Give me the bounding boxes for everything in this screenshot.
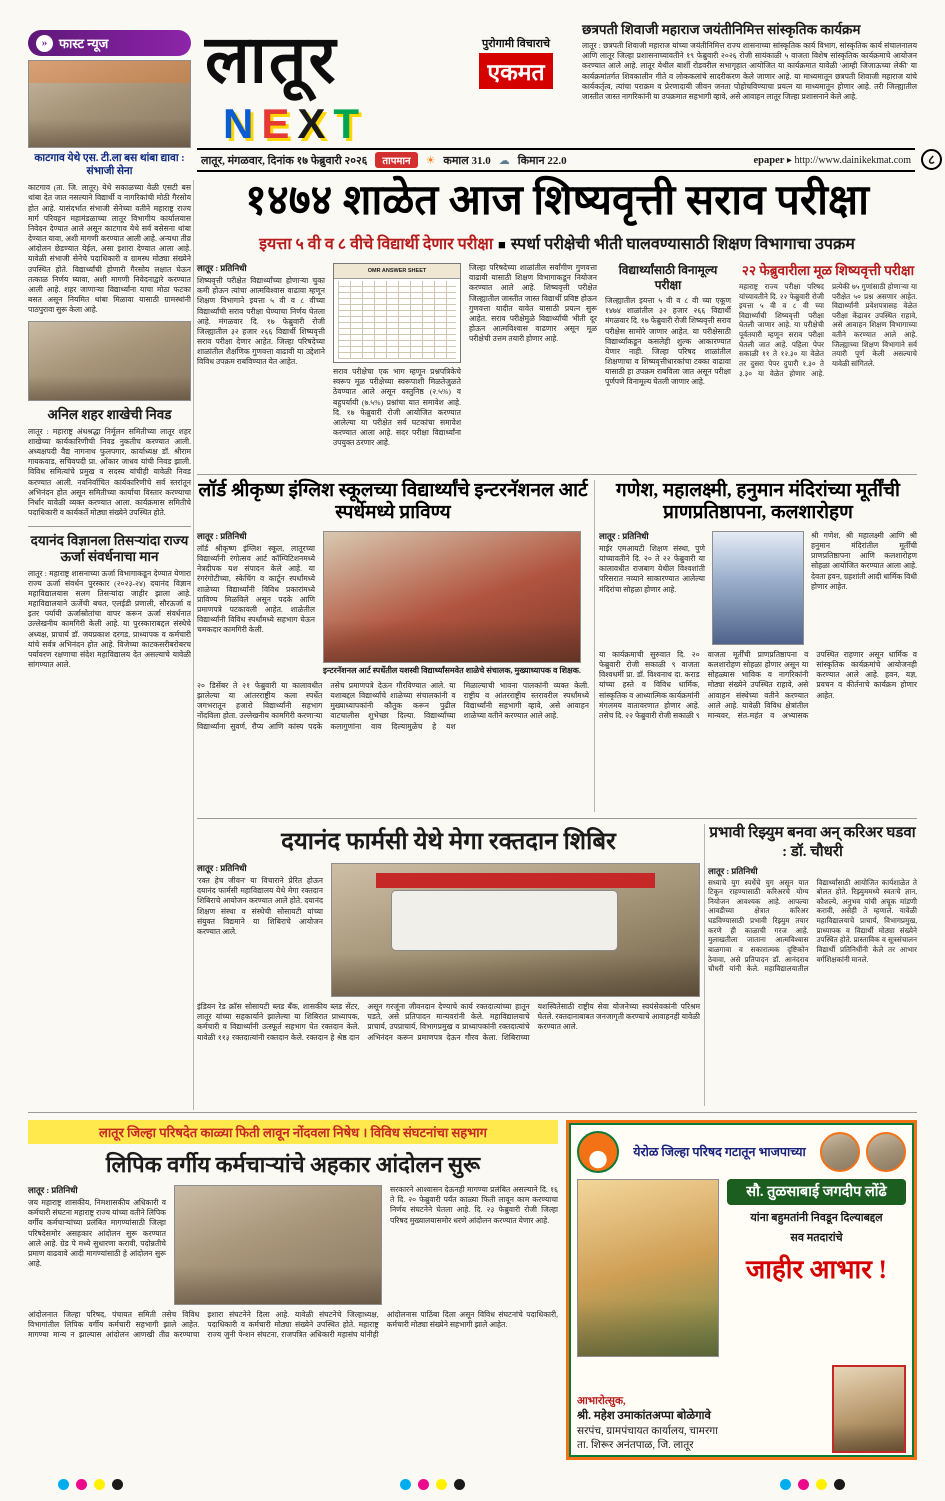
lead-headline: १४७४ शाळेत आज शिष्यवृत्ती सराव परीक्षा xyxy=(245,178,869,224)
art-photo xyxy=(323,531,581,663)
ganesh-body-2: श्री गणेश, श्री महालक्ष्मी आणि श्री हनुमान मंदिरांतील मूर्तींची प्राणप्रतिष्ठापना आणि कलशारोहण सोहळा आयोजित करण्यात आला आहे. देवता हवन, ग्रहशांती आदी धार्मिक विधी होणार आहेत. xyxy=(811,530,917,591)
chevron-down-icon: » xyxy=(36,35,53,52)
page-number-badge: ८ xyxy=(921,149,942,170)
ad-topline: येरोळ जिल्हा परिषद गटातून भाजपाच्या xyxy=(633,1144,806,1159)
temperature-label: तापमान xyxy=(375,152,417,168)
omr-sheet-image xyxy=(333,263,461,363)
clerk-body-1: जय महाराष्ट्र शासकीय, निमशासकीय अधिकारी व कर्मचारी संघटना महाराष्ट्र राज्य यांच्या वतीने लिपिक वर्गीय कर्मचाऱ्यांच्या प्रलंबित मागण्यांसाठी जिल्हा परिषदेसमोर असहकार आंदोलन सुरू करण्यात आले आहे. ग्रेड पे मध्ये सुधारणा करावी, पदोन्नतीचे प्रमाण वाढवावे आदी मागण्यांसाठी हे आंदोलन सुरू आहे. xyxy=(28,1198,166,1269)
from-name: श्री. महेश उमाकांतअप्पा बोळेगावे xyxy=(577,1410,711,1423)
byline: लातूर : प्रतिनिधी xyxy=(28,1185,78,1195)
registration-marks-right xyxy=(780,1479,845,1490)
fast-news-header xyxy=(28,30,191,56)
art-headline: लॉर्ड श्रीकृष्ण इंग्लिश स्कूलच्या विद्यार्थ्यांचे इन्टरनॅशनल आर्ट स्पर्धेमध्ये प्राविण्य xyxy=(198,480,588,524)
ganesh-row xyxy=(599,531,917,645)
next-letter-x: X xyxy=(297,100,334,147)
bjp-thanks-advertisement xyxy=(566,1120,917,1460)
anil-headline: अनिल शहर शाखेची निवड xyxy=(47,407,172,423)
fast-news-sidebar xyxy=(28,30,191,670)
ganesh-left-column xyxy=(599,531,705,645)
dayanand-headline: दयानंद विज्ञानला तिसऱ्यांदा राज्य ऊर्जा संवर्धनाचा मान xyxy=(28,526,191,565)
lead-col-3 xyxy=(469,263,597,448)
masthead-next-logo xyxy=(223,100,367,148)
byline: लातूर : प्रतिनिधी xyxy=(197,530,247,541)
clerk-left-column xyxy=(28,1185,166,1305)
free-exam-body: जिल्ह्यातील इयत्ता ५ वी व ८ वी च्या एकूण १४७४ शाळांतील ३२ हजार २६६ विद्यार्थी मंगळवार दि. १७ फेब्रुवारी रोजी शिष्यवृत्ती सराव परीक्षेस सामोरे जाणार आहेत. या परीक्षेसाठी विद्यार्थ्यांकडून कसलेही शुल्क आकारण्यात येणार नाही. जिल्हा परिषद शाळांतील शिक्षणाचा व शिष्यवृत्तीधारकांचा टक्का वाढावा यासाठी हा उपक्रम राबविला जात असून परीक्षा पूर्णपणे विनामूल्य घेतली जाणार आहे. xyxy=(605,296,731,387)
cyan-dot xyxy=(400,1479,411,1490)
blood-body-1: 'रक्त हेच जीवन' या विचाराने प्रेरित होऊन दयानंद फार्मसी महाविद्यालय येथे मेगा रक्तदान शिबिराचे आयोजन करण्यात आले होते. दयानंद शिक्षण संस्था व संस्थेची सोसायटी यांच्या संयुक्त विद्यमाने या शिबिराचे आयोजन करण्यात आले. xyxy=(197,876,323,936)
resume-headline: प्रभावी रिझ्युम बनवा अन् करिअर घडवा : डॉ. चौधरी xyxy=(709,825,916,860)
next-letter-t: T xyxy=(333,100,368,147)
cloud-icon: ☁ xyxy=(498,154,510,167)
fast-news-label: फास्ट न्यूज xyxy=(59,36,109,51)
ganesh-body-1: माईर एमआयटी शिक्षण संस्था, पुणे यांच्यावतीने दि. २० ते २२ फेब्रुवारी या कालावधीत राजबाग येथील विश्वशांती परिसरात नव्याने साकारण्यात आलेल्या मंदिरांचा सोहळा होणार आहे. xyxy=(599,543,705,594)
clerk-protest-photo xyxy=(174,1185,382,1305)
byline: लातूर : प्रतिनिधी xyxy=(708,865,758,876)
ganesh-right-column xyxy=(811,531,917,645)
blood-row xyxy=(197,863,700,997)
blood-donation-article xyxy=(197,824,700,1043)
resume-body: सध्याचे युग स्पर्धेचे युग असून यात टिकून राहण्यासाठी करिअरचे योग्य नियोजन आवश्यक आहे. आपल्या आवडीच्या क्षेत्रात करिअर घडविण्यासाठी प्रभावी रिझ्युम तयार करणे ही काळाची गरज आहे. मुलाखतीला जाताना आत्मविश्वास बाळगावा व सकारात्मक दृष्टिकोन ठेवावा, असे प्रतिपादन डॉ. आनंदराव चौधरी यांनी केले. महाविद्यालयातील विद्यार्थ्यांसाठी आयोजित कार्यशाळेत ते बोलत होते. रिझ्युममध्ये स्वतःचे ज्ञान, कौशल्ये, अनुभव यांची अचूक मांडणी करावी, असेही ते म्हणाले. यावेळी महाविद्यालयाचे प्राचार्य, विभागप्रमुख, प्राध्यापक व विद्यार्थी मोठ्या संख्येने उपस्थित होते. प्रास्ताविक व सूत्रसंचालन विद्यार्थी प्रतिनिधींनी केले तर आभार वर्गशिक्षकांनी मानले. xyxy=(708,878,917,974)
tagline-line1: पुरोगामी विचाराचे xyxy=(482,38,550,50)
divider-blood-resume xyxy=(704,824,705,1106)
epaper-label: epaper xyxy=(753,154,785,166)
camp-banner xyxy=(376,873,655,888)
sun-icon: ☀ xyxy=(425,154,436,167)
clerk-right-column xyxy=(390,1185,558,1305)
leader-photo-1 xyxy=(820,1132,860,1172)
brand-ekmat: एकमत xyxy=(479,53,552,89)
candidate-name: सौ. तुळसाबाई जगदीप लोंढे xyxy=(727,1179,906,1205)
free-exam-column xyxy=(605,263,731,448)
bjp-lotus-icon xyxy=(577,1131,619,1173)
from-title-1: सरपंच, ग्रामपंचायत कार्यालय, चामरगा xyxy=(577,1425,718,1437)
registration-marks-left xyxy=(58,1479,123,1490)
main-exam-column xyxy=(739,263,917,448)
divider-2 xyxy=(197,818,917,819)
ad-top-row xyxy=(577,1131,906,1173)
masthead-city-title: लातूर xyxy=(205,24,338,97)
lead-columns xyxy=(197,263,917,448)
shivaji-jayanti-article xyxy=(582,20,917,102)
sidebar-photo xyxy=(28,321,191,401)
candidate-photo xyxy=(577,1179,719,1357)
dayanand-body: लातूर : महाराष्ट्र शासनाच्या ऊर्जा विभागाकडून देण्यात येणारा राज्य ऊर्जा संवर्धन पुरस्कार (२०२३-२४) दयानंद विज्ञान महाविद्यालयास सलग तिसऱ्यांदा जाहीर झाला आहे. महाविद्यालयाने ऊर्जेची बचत, एलईडी प्रणाली, सौरऊर्जा व इतर पर्यायी ऊर्जास्रोतांचा वापर करून ऊर्जा संवर्धनात उल्लेखनीय कामगिरी केली आहे. या पुरस्काराबद्दल संस्थेचे अध्यक्ष, प्राचार्य डॉ. जयप्रकाश दरगड, प्राध्यापक व कर्मचारी यांचे सर्वत्र अभिनंदन होत आहे. विजेच्या काटकसरीबरोबरच पर्यावरण रक्षणाचा संदेश महाविद्यालय देत असल्याचे यावेळी सांगण्यात आले. xyxy=(28,568,191,670)
square-bullet-icon: ■ xyxy=(498,237,506,253)
ganesh-headline: गणेश, महालक्ष्मी, हनुमान मंदिरांच्या मूर्तींची प्राणप्रतिष्ठापना, कलशारोहण xyxy=(616,480,900,524)
lead-col-1 xyxy=(197,263,325,448)
byline: लातूर : प्रतिनिधी xyxy=(599,530,649,541)
byline: लातूर : प्रतिनिधी xyxy=(197,863,247,873)
divider-1 xyxy=(197,474,917,475)
magenta-dot xyxy=(798,1479,809,1490)
ad-line-2: सव मतदारांचे xyxy=(790,1232,843,1245)
art-photo-caption: इन्टरनॅशनल आर्ट स्पर्धेतील यशस्वी विद्यार्थ्यांसमवेत शाळेचे संचालक, मुख्याध्यापक व शिक्षक. xyxy=(323,665,581,675)
lead-body-2: सराव परीक्षेचा एक भाग म्हणून प्रश्नपत्रिकेचे स्वरूप मूळ परीक्षेच्या स्वरूपाशी मिळतेजुळते ठेवण्यात आले असून वस्तुनिष्ठ (२.५%) व बहुपर्यायी (७.५%) प्रश्नांचा यात समावेश आहे. दि. १७ फेब्रुवारी रोजी आयोजित करण्यात आलेल्या या परीक्षेत सर्व घटकांचा समावेश करण्यात आला आहे. सदर परीक्षा विद्यार्थ्यांना उपयुक्त ठरणार आहे. xyxy=(333,367,461,448)
lead-subhead xyxy=(197,232,917,254)
ad-from-block xyxy=(577,1395,824,1453)
dateline: लातूर, मंगळवार, दिनांक १७ फेब्रुवारी २०२६ xyxy=(201,154,368,167)
sidebar-divider xyxy=(193,180,194,1110)
blood-bus xyxy=(391,890,619,951)
main-exam-body: महाराष्ट्र राज्य परीक्षा परिषद यांच्यावतीने दि. २२ फेब्रुवारी रोजी इयत्ता ५ वी व ८ वी च्या विद्यार्थ्यांची शिष्यवृत्ती परीक्षा घेतली जाणार आहे. या परीक्षेची पूर्वतयारी म्हणून सराव परीक्षा घेतली जात आहे. पहिला पेपर सकाळी ११ ते १२.३० या वेळेत तर दुसरा पेपर दुपारी १.३० ते ३.३० या वेळेत होणार आहे. प्रत्येकी ७५ गुणांसाठी होणाऱ्या या परीक्षेत ५० प्रश्न असणार आहेत. विद्यार्थ्यांनी प्रवेशपत्रासह वेळेत परीक्षा केंद्रावर उपस्थित राहावे, असे आवाहन शिक्षण विभागाच्या वतीने करण्यात आले आहे. जिल्ह्याच्या शिक्षण विभागाने सर्व तयारी पूर्ण केली असल्याचे यावेळी सांगितले. xyxy=(739,282,917,378)
blood-body-2: इंडियन रेड क्रॉस सोसायटी ब्लड बँक, शासकीय ब्लड सेंटर, लातूर यांच्या सहकार्याने झालेल्या या शिबिरात प्राध्यापक, कर्मचारी व विद्यार्थ्यांनी उत्स्फूर्त सहभाग घेत रक्तदान केले. यावेळी ११३ रक्तदात्यांनी रक्तदान केले. रक्तदान हे श्रेष्ठ दान असून गरजूंना जीवनदान देण्याचे कार्य रक्तदात्यांच्या हातून घडते, असे प्रतिपादन मान्यवरांनी केले. महाविद्यालयाचे प्राचार्य, उपप्राचार्य, विभागप्रमुख व प्राध्यापकांनी रक्तदात्यांचे अभिनंदन करून प्रमाणपत्र देऊन गौरव केला. शिबिराच्या यशस्वितेसाठी राष्ट्रीय सेवा योजनेच्या स्वयंसेवकांनी परिश्रम घेतले. रक्तदानाबाबत जनजागृती करण्याचे आवाहनही यावेळी करण्यात आले. xyxy=(197,1002,700,1042)
lead-story xyxy=(197,178,917,448)
blood-camp-photo xyxy=(331,863,700,997)
lead-body-1: शिष्यवृत्ती परीक्षेत विद्यार्थ्यांच्या होणाऱ्या चुका कमी होऊन त्यांचा आत्मविश्वास वाढावा म्हणून शिक्षण विभागाने इयत्ता ५ वी व ८ वीच्या विद्यार्थ्यांची सराव परीक्षा घेण्याचा निर्णय घेतला आहे. मंगळवार दि. १७ फेब्रुवारी रोजी जिल्ह्यातील ३२ हजार २६६ विद्यार्थी शिष्यवृत्ती सराव परीक्षा देणार आहेत. जिल्हा परिषदेच्या शाळांतील शैक्षणिक गुणवत्ता वाढावी या उद्देशाने विविध उपक्रम राबविण्यात येत आहेत. xyxy=(197,276,325,367)
blood-left-column xyxy=(197,863,323,997)
yellow-dot xyxy=(94,1479,105,1490)
lead-subhead-left: इयत्ता ५ वी व ८ वीचे विद्यार्थी देणार परीक्षा xyxy=(259,236,494,254)
ganesh-body-3: या कार्यक्रमाची सुरुवात दि. २० फेब्रुवारी रोजी सकाळी ९ वाजता विश्वधर्मी प्रा. डॉ. विश्वनाथ दा. कराड यांच्या हस्ते व विविध धार्मिक, सांस्कृतिक व आध्यात्मिक कार्यक्रमांनी मंगलमय वातावरणात होणार आहे. तसेच दि. २२ फेब्रुवारी रोजी सकाळी ९ वाजता मूर्तींची प्राणप्रतिष्ठापना व कलशारोहण सोहळा होणार असून या सोहळ्यास भाविक व नागरिकांनी मोठ्या संख्येने उपस्थित राहावे, असे आवाहन संस्थेच्या वतीने करण्यात आले आहे. यावेळी विविध क्षेत्रांतील मान्यवर, संत-महंत व अभ्यासक उपस्थित राहणार असून धार्मिक व सांस्कृतिक कार्यक्रमांचे आयोजनही करण्यात आले आहे. हवन, यज्ञ, प्रवचन व कीर्तनाचे कार्यक्रम होणार आहेत. xyxy=(599,649,917,720)
art-body-1: लॉर्ड श्रीकृष्ण इंग्लिश स्कूल, लातूरच्या विद्यार्थ्यांनी रंगोत्सव आर्ट कॉम्पिटिशनमध्ये नेत्रदीपक यश संपादन केले आहे. या रंगरंगोटीच्या, स्केचिंग व कार्टून स्पर्धांमध्ये शाळेच्या विद्यार्थ्यांनी विविध प्रकारांमध्ये प्राविण्य मिळविले असून पदके आणि प्रमाणपत्रे पटकावली आहेत. शाळेतील विद्यार्थ्यांनी विविध स्पर्धांमध्ये सहभाग घेऊन चमकदार कामगिरी केली. xyxy=(197,543,315,635)
main-exam-headline: २२ फेब्रुवारीला मूळ शिष्यवृत्ती परीक्षा xyxy=(741,263,915,279)
public-thanks-text: जाहीर आभार ! xyxy=(745,1255,888,1285)
temp-max: कमाल 31.0 xyxy=(443,154,491,167)
omr-sheet-title: OMR ANSWER SHEET xyxy=(334,264,460,279)
epaper-link-text: http://www.dainikekmat.com xyxy=(794,154,911,166)
fast-news-body: काटगाव (ता. जि. लातूर) येथे सकाळच्या वेळी एसटी बस थांबा देत जात नसल्याने विद्यार्थी व नागरिकांची मोठी गैरसोय होत आहे. यासंदर्भात संभाजी सेनेच्या वतीने महाराष्ट्र राज्य मार्ग परिवहन महामंडळाच्या लातूर विभागीय कार्यालयास निवेदन देण्यात आले असून काटगाव येथे सर्व बसेसना थांबा देण्यात यावा, अशी मागणी करण्यात आली आहे. अन्यथा तीव्र आंदोलन छेडण्यात येईल, असा इशारा देण्यात आला आहे. यावेळी संभाजी सेनेचे पदाधिकारी व ग्रामस्थ मोठ्या संख्येने उपस्थित होते. विद्यार्थ्यांची होणारी गैरसोय लक्षात घेऊन तत्काळ निर्णय घ्यावा, अशी मागणी निवेदनाद्वारे करण्यात आली आहे. शहर जाणाऱ्या विद्यार्थ्यांना याचा मोठा फटका बसत असून नियमित थांबा मिळावा यासाठी ग्रामस्थांनी पाठपुरावा सुरू केला आहे. xyxy=(28,183,191,315)
ganesh-temples-article xyxy=(599,480,917,721)
lead-body-3: जिल्हा परिषदेच्या शाळांतील सर्वांगीण गुणवत्ता वाढावी यासाठी शिक्षण विभागाकडून नियोजन करण्यात आले आहे. शिष्यवृत्ती परीक्षेत जिल्ह्यातील जास्तीत जास्त विद्यार्थी प्रविष्ट होऊन गुणवत्ता यादीत यावेत यासाठी प्रयत्न सुरू आहेत. सराव परीक्षेमुळे विद्यार्थ्यांची भीती दूर होऊन आत्मविश्वास वाढणार असून मूळ परीक्षेची उत्तम तयारी होणार आहे. xyxy=(469,263,597,344)
cyan-dot xyxy=(780,1479,791,1490)
byline: लातूर : प्रतिनिधी xyxy=(197,263,247,274)
resume-article xyxy=(708,824,917,975)
fast-news-photo xyxy=(28,60,191,148)
magenta-dot xyxy=(76,1479,87,1490)
black-dot xyxy=(454,1479,465,1490)
ad-line-1: यांना बहुमतांनी निवडून दिल्याबद्दल xyxy=(750,1212,883,1225)
blood-headline: दयानंद फार्मसी येथे मेगा रक्तदान शिबिर xyxy=(281,829,616,855)
clerk-body-2: सरकारने आश्वासन देऊनही मागण्या प्रलंबित असल्याने दि. १६ ते दि. २० फेब्रुवारी पर्यंत काळ्या फिती लावून काम करण्याचा निर्णय संघटनेने घेतला आहे. दि. २३ फेब्रुवारी रोजी जिल्हा परिषद मुख्यालयासमोर धरणे आंदोलन करण्यात येणार आहे. xyxy=(390,1185,558,1225)
lead-subhead-right: स्पर्धा परीक्षेची भीती घालवण्यासाठी शिक्षण विभागाचा उपक्रम xyxy=(510,236,855,254)
supporter-photo xyxy=(832,1365,906,1453)
shivaji-body: लातूर : छत्रपती शिवाजी महाराज यांच्या जयंतीनिमित्त राज्य शासनाच्या सांस्कृतिक कार्य विभाग, सांस्कृतिक कार्य संचालनालय आणि लातूर जिल्हा प्रशासनाच्यावतीने १९ फेब्रुवारी २०२६ रोजी सायंकाळी ५ वाजता विशेष सांस्कृतिक कार्यक्रमाचे आयोजन करण्यात आले आहे. लातूर येथील बार्शी रोडवरील सभागृहात आयोजित या कार्यक्रमात यावेळी 'आम्ही जिजाऊच्या लेकी' या कार्यक्रमांतर्गत शिवकालीन गीते व लोककलांचे सादरीकरण केले जाणार आहे. या माध्यमातून छत्रपती शिवाजी महाराज यांचे कार्यकर्तृत्व, त्यांचा पराक्रम व प्रेरणादायी जीवन जनता पोहोचविण्याचा प्रयत्न या माध्यमातून होणार आहे. तरी जिल्ह्यातील जास्तीत जास्त नागरिकांनी या उपक्रमात सहभागी व्हावे, असे आवाहन लातूर जिल्हा प्रशासनाने केले आहे. xyxy=(582,41,917,101)
anil-body: लातूर : महाराष्ट्र अंधश्रद्धा निर्मूलन समितीच्या लातूर शहर शाखेच्या कार्यकारिणीची निवड नुकतीच करण्यात आली. अध्यक्षपदी वैद्य नागनाथ फुलपगार, कार्याध्यक्ष डॉ. श्रीराम गायकवाड, सचिवपदी प्रा. ओंकार जाधव यांची निवड झाली. विविध समित्यांचे प्रमुख व सदस्य यांचीही यावेळी निवड करण्यात आली. नवनिर्वाचित कार्यकारिणीचे सर्व स्तरांतून अभिनंदन होत असून समितीच्या कार्याचा विस्तार करण्याचा निर्धार यावेळी व्यक्त करण्यात आला. कार्यक्रमास समितीचे पदाधिकारी व कार्यकर्ते मोठ्या संख्येने उपस्थित होते. xyxy=(28,426,191,518)
art-left-column xyxy=(197,531,315,676)
ad-main xyxy=(577,1179,906,1357)
omr-grid-pattern xyxy=(338,281,456,359)
art-body-2: २० डिसेंबर ते २१ फेब्रुवारी या कालावधीत झालेल्या या आंतरराष्ट्रीय कला स्पर्धेत जगभरातून हजारो विद्यार्थ्यांनी सहभाग नोंदविला होता. उल्लेखनीय कामगिरी करणाऱ्या विद्यार्थ्यांना सुवर्ण, रौप्य आणि कांस्य पदके तसेच प्रमाणपत्रे देऊन गौरविण्यात आले. या यशाबद्दल विद्यार्थ्यांचे शाळेच्या संचालकांनी व मुख्याध्यापकांनी कौतुक करून पुढील वाटचालीस शुभेच्छा दिल्या. विद्यार्थ्यांच्या कलागुणांना वाव दिल्यामुळेच हे यश मिळाल्याची भावना पालकांनी व्यक्त केली. राष्ट्रीय व आंतरराष्ट्रीय स्तरावरील स्पर्धांमध्ये विद्यार्थ्यांनी सहभागी व्हावे, असे आवाहन शाळेच्या वतीने करण्यात आले आहे. xyxy=(197,680,589,731)
ad-bottom xyxy=(577,1365,906,1453)
clerk-row xyxy=(28,1185,558,1305)
fast-news-caption: काटगाव येथे एस. टी.ला बस थांबा द्यावा : संभाजी सेना xyxy=(34,153,185,178)
masthead xyxy=(197,26,575,146)
black-dot xyxy=(112,1479,123,1490)
yellow-dot xyxy=(816,1479,827,1490)
next-letter-n: N xyxy=(223,100,262,147)
art-competition-article xyxy=(197,480,589,732)
clerk-agitation-article xyxy=(28,1120,558,1341)
black-dot xyxy=(834,1479,845,1490)
next-letter-e: E xyxy=(261,100,298,147)
clerk-body-3: आंदोलनात जिल्हा परिषद, पंचायत समिती तसेच विविध विभागांतील लिपिक वर्गीय कर्मचारी सहभागी झाले आहेत. मागण्या मान्य न झाल्यास आंदोलन आणखी तीव्र करण्याचा इशारा संघटनेने दिला आहे. यावेळी संघटनेचे जिल्हाध्यक्ष, पदाधिकारी व कर्मचारी मोठ्या संख्येने उपस्थित होते. महाराष्ट्र राज्य जुनी पेन्शन संघटना, राजपत्रित अधिकारी महासंघ यांनीही आंदोलनास पाठिंबा दिला असून विविध संघटनांचे पदाधिकारी, कर्मचारी मोठ्या संख्येने सहभागी झाले आहेत. xyxy=(28,1310,558,1340)
from-title-2: ता. शिरूर अनंतपाळ, जि. लातूर xyxy=(577,1439,694,1451)
registration-marks-center xyxy=(400,1479,465,1490)
epaper-url: epaper ▸ http://www.dainikekmat.com xyxy=(753,154,911,166)
cyan-dot xyxy=(58,1479,69,1490)
free-exam-headline: विद्यार्थ्यांसाठी विनामूल्य परीक्षा xyxy=(618,263,718,293)
protest-strip-headline: लातूर जिल्हा परिषदेत काळ्या फिती लावून नोंदवला निषेध । विविध संघटनांचा सहभाग xyxy=(28,1120,558,1144)
divider-art-ganesh xyxy=(594,480,595,812)
from-label: आभारोत्सुक, xyxy=(577,1395,626,1407)
idols-photo xyxy=(712,531,804,645)
masthead-tagline xyxy=(457,36,575,89)
magenta-dot xyxy=(418,1479,429,1490)
date-bar xyxy=(197,148,915,172)
ad-text-column xyxy=(727,1179,906,1357)
shivaji-headline: छत्रपती शिवाजी महाराज जयंतीनिमित्त सांस्कृतिक कार्यक्रम xyxy=(582,22,861,37)
leader-photo-2 xyxy=(866,1132,906,1172)
lead-col-2 xyxy=(333,263,461,448)
divider-3 xyxy=(28,1112,917,1113)
clerk-headline: लिपिक वर्गीय कर्मचाऱ्यांचे अहकार आंदोलन सुरू xyxy=(105,1152,481,1177)
yellow-dot xyxy=(436,1479,447,1490)
art-row xyxy=(197,531,589,676)
temp-min: किमान 22.0 xyxy=(517,154,567,167)
